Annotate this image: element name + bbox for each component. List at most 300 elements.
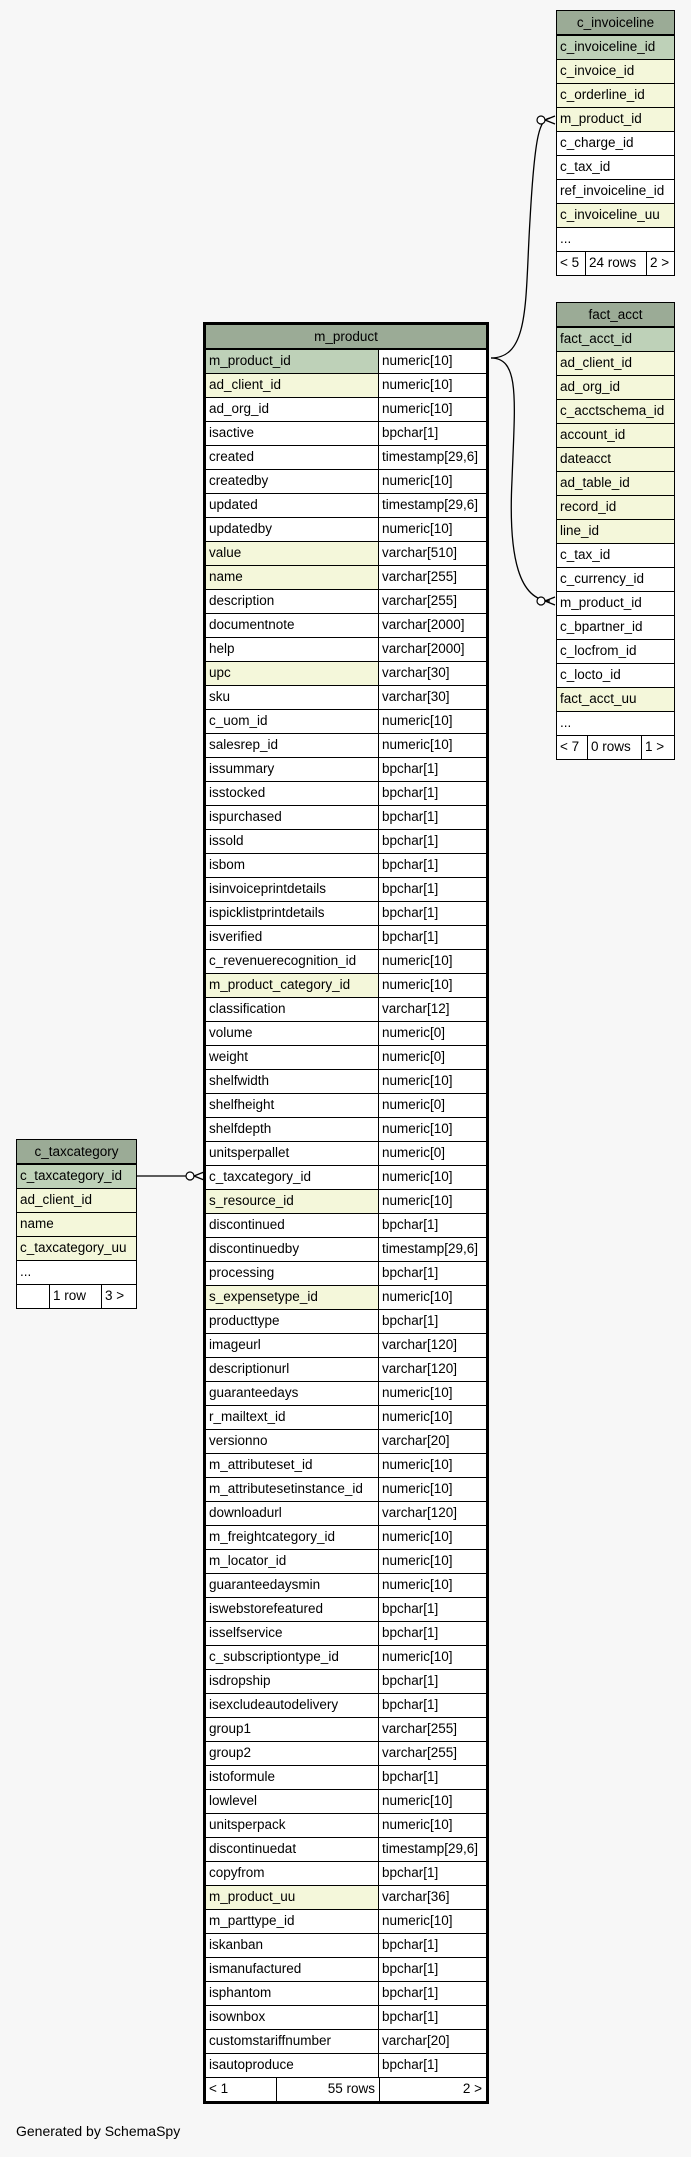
column-row[interactable] — [557, 107, 674, 131]
column-type: varchar[120] — [378, 1502, 486, 1525]
column-name: ref_invoiceline_id — [560, 183, 665, 198]
column-row[interactable] — [206, 1669, 486, 1693]
column-row[interactable] — [557, 423, 674, 447]
column-name: c_revenuerecognition_id — [209, 953, 357, 968]
column-row[interactable] — [206, 1453, 486, 1477]
column-type: bpchar[1] — [378, 1934, 486, 1957]
footer-prev[interactable]: < 7 — [560, 739, 580, 754]
column-type: varchar[2000] — [378, 614, 486, 637]
column-row[interactable] — [557, 471, 674, 495]
column-row[interactable] — [206, 1261, 486, 1285]
footer-row-count: 1 row — [49, 1285, 101, 1308]
column-type: numeric[10] — [378, 1574, 486, 1597]
column-name: lowlevel — [209, 1793, 258, 1808]
edge-m-product-to-fact-acct — [491, 358, 550, 601]
column-row[interactable] — [206, 925, 486, 949]
column-name: m_product_uu — [206, 1886, 378, 1909]
column-row[interactable] — [206, 901, 486, 925]
column-row[interactable] — [206, 1597, 486, 1621]
column-row[interactable] — [206, 1093, 486, 1117]
column-type: varchar[510] — [378, 542, 486, 565]
column-name: m_product_category_id — [206, 974, 378, 997]
column-name: discontinuedby — [209, 1241, 300, 1256]
column-row[interactable] — [17, 1260, 136, 1284]
column-row[interactable] — [206, 1813, 486, 1837]
column-type: bpchar[1] — [378, 830, 486, 853]
column-type: numeric[10] — [378, 710, 486, 733]
column-type: numeric[10] — [378, 1382, 486, 1405]
column-name: ismanufactured — [209, 1961, 302, 1976]
column-type: numeric[10] — [378, 1286, 486, 1309]
column-row[interactable] — [206, 1573, 486, 1597]
column-name: isautoproduce — [209, 2057, 294, 2072]
column-row[interactable] — [557, 327, 674, 351]
table-title[interactable]: c_taxcategory — [17, 1140, 136, 1164]
column-name: descriptionurl — [209, 1361, 290, 1376]
column-type: bpchar[1] — [378, 758, 486, 781]
column-name: unitsperpack — [209, 1817, 286, 1832]
footer-prev[interactable] — [17, 1285, 49, 1308]
column-name: processing — [209, 1265, 275, 1280]
column-type: bpchar[1] — [378, 1262, 486, 1285]
column-type: numeric[10] — [378, 1550, 486, 1573]
column-row[interactable] — [557, 639, 674, 663]
column-name: shelfdepth — [209, 1121, 272, 1136]
column-type: numeric[10] — [378, 974, 486, 997]
column-row[interactable] — [17, 1188, 136, 1212]
column-name: isdropship — [209, 1673, 271, 1688]
column-name: discontinuedat — [209, 1841, 297, 1856]
column-name: unitsperpallet — [209, 1145, 290, 1160]
column-row[interactable] — [206, 661, 486, 685]
column-type: numeric[10] — [378, 374, 486, 397]
column-type: numeric[10] — [378, 950, 486, 973]
column-row[interactable] — [206, 397, 486, 421]
column-type: numeric[10] — [378, 1454, 486, 1477]
column-row[interactable] — [557, 543, 674, 567]
footer-prev[interactable]: < 1 — [209, 2081, 229, 2096]
column-name: m_product_id — [206, 350, 378, 373]
column-type: numeric[10] — [378, 1814, 486, 1837]
column-name: sku — [209, 689, 231, 704]
column-row[interactable] — [557, 227, 674, 251]
column-row[interactable] — [206, 1045, 486, 1069]
column-row[interactable] — [206, 1021, 486, 1045]
column-row[interactable] — [557, 519, 674, 543]
column-row[interactable] — [206, 1189, 486, 1213]
column-type: bpchar[1] — [378, 422, 486, 445]
column-name: issummary — [209, 761, 275, 776]
column-row[interactable] — [206, 349, 486, 373]
column-name: ... — [560, 715, 572, 730]
column-row[interactable] — [206, 1117, 486, 1141]
column-name: istoformule — [209, 1769, 276, 1784]
column-row[interactable] — [206, 1309, 486, 1333]
column-name: classification — [209, 1001, 286, 1016]
column-row[interactable] — [557, 591, 674, 615]
edge-end-circle — [537, 116, 545, 124]
column-row[interactable] — [557, 375, 674, 399]
column-name: fact_acct_uu — [557, 688, 674, 711]
column-row[interactable] — [206, 733, 486, 757]
column-type: numeric[10] — [378, 1790, 486, 1813]
table-footer — [206, 2077, 486, 2101]
column-name: ad_table_id — [557, 472, 674, 495]
edge-end-circle — [537, 597, 545, 605]
column-row[interactable] — [557, 687, 674, 711]
column-type: varchar[36] — [378, 1886, 486, 1909]
column-name: copyfrom — [209, 1865, 265, 1880]
column-row[interactable] — [557, 663, 674, 687]
column-row[interactable] — [206, 1165, 486, 1189]
column-row[interactable] — [206, 829, 486, 853]
column-name: name — [206, 566, 378, 589]
column-name: guaranteedays — [209, 1385, 299, 1400]
table-c-taxcategory[interactable] — [16, 1139, 137, 1309]
column-row[interactable] — [557, 35, 674, 59]
column-row[interactable] — [557, 615, 674, 639]
column-name: c_locto_id — [560, 667, 621, 682]
column-row[interactable] — [557, 83, 674, 107]
column-row[interactable] — [206, 541, 486, 565]
footer-row-count: 55 rows — [276, 2078, 379, 2101]
column-name: m_product_id — [557, 108, 674, 131]
column-name: c_tax_id — [560, 547, 611, 562]
column-name: help — [209, 641, 235, 656]
column-row[interactable] — [557, 59, 674, 83]
column-row[interactable] — [206, 1861, 486, 1885]
column-name: c_acctschema_id — [557, 400, 674, 423]
column-name: line_id — [557, 520, 674, 543]
column-row[interactable] — [557, 203, 674, 227]
column-name: isbom — [209, 857, 246, 872]
column-type: bpchar[1] — [378, 2054, 486, 2077]
column-type: varchar[255] — [378, 1718, 486, 1741]
column-name: c_bpartner_id — [560, 619, 643, 634]
column-name: ad_client_id — [17, 1189, 136, 1212]
column-row[interactable] — [206, 469, 486, 493]
column-name: iskanban — [209, 1937, 264, 1952]
column-name: isownbox — [209, 2009, 266, 2024]
column-name: group1 — [209, 1721, 252, 1736]
column-row[interactable] — [206, 853, 486, 877]
column-row[interactable] — [206, 685, 486, 709]
column-name: c_taxcategory_id — [209, 1169, 312, 1184]
column-row[interactable] — [206, 1933, 486, 1957]
column-name: dateacct — [557, 448, 674, 471]
column-name: shelfwidth — [209, 1073, 270, 1088]
column-type: numeric[10] — [378, 398, 486, 421]
column-row[interactable] — [206, 565, 486, 589]
table-title[interactable]: c_invoiceline — [557, 11, 674, 35]
column-type: bpchar[1] — [378, 1670, 486, 1693]
column-name: issold — [209, 833, 244, 848]
column-row[interactable] — [557, 447, 674, 471]
column-row[interactable] — [206, 1501, 486, 1525]
column-name: m_freightcategory_id — [209, 1529, 336, 1544]
column-row[interactable] — [206, 1765, 486, 1789]
column-row[interactable] — [206, 1717, 486, 1741]
column-row[interactable] — [557, 399, 674, 423]
column-type: numeric[10] — [378, 1166, 486, 1189]
column-type: varchar[120] — [378, 1334, 486, 1357]
table-m-product[interactable] — [203, 322, 489, 2104]
column-type: varchar[255] — [378, 590, 486, 613]
column-name: c_tax_id — [560, 159, 611, 174]
footer-next[interactable]: 1 > — [641, 736, 674, 759]
column-type: numeric[0] — [378, 1022, 486, 1045]
column-name: m_product_id — [560, 595, 642, 610]
column-row[interactable] — [557, 179, 674, 203]
column-name: m_parttype_id — [209, 1913, 295, 1928]
column-row[interactable] — [206, 1141, 486, 1165]
column-name: shelfheight — [209, 1097, 275, 1112]
column-type: numeric[10] — [378, 734, 486, 757]
table-fact-acct[interactable] — [556, 302, 675, 760]
column-type: timestamp[29,6] — [378, 1238, 486, 1261]
column-row[interactable] — [17, 1212, 136, 1236]
column-name: m_attributeset_id — [209, 1457, 313, 1472]
column-type: bpchar[1] — [378, 1598, 486, 1621]
column-type: varchar[20] — [378, 2030, 486, 2053]
column-row[interactable] — [206, 1789, 486, 1813]
column-row[interactable] — [206, 1333, 486, 1357]
column-type: varchar[30] — [378, 686, 486, 709]
column-type: timestamp[29,6] — [378, 494, 486, 517]
column-row[interactable] — [206, 973, 486, 997]
column-name: customstariffnumber — [209, 2033, 332, 2048]
column-name: weight — [209, 1049, 249, 1064]
column-row[interactable] — [557, 131, 674, 155]
column-type: bpchar[1] — [378, 1958, 486, 1981]
column-type: bpchar[1] — [378, 1310, 486, 1333]
column-row[interactable] — [17, 1236, 136, 1260]
column-name: ... — [20, 1264, 32, 1279]
column-name: c_taxcategory_uu — [17, 1237, 136, 1260]
column-name: updated — [209, 497, 258, 512]
column-row[interactable] — [206, 1237, 486, 1261]
column-row[interactable] — [206, 2005, 486, 2029]
column-row[interactable] — [206, 1837, 486, 1861]
footer-next[interactable]: 2 > — [379, 2078, 486, 2101]
column-name: c_invoice_id — [557, 60, 674, 83]
column-row[interactable] — [206, 1213, 486, 1237]
column-row[interactable] — [206, 637, 486, 661]
column-name: iswebstorefeatured — [209, 1601, 324, 1616]
column-name: isstocked — [209, 785, 266, 800]
table-footer — [17, 1284, 136, 1308]
column-row[interactable] — [557, 351, 674, 375]
column-type: bpchar[1] — [378, 1214, 486, 1237]
column-name: record_id — [557, 496, 674, 519]
column-name: c_taxcategory_id — [17, 1165, 136, 1188]
column-name: upc — [206, 662, 378, 685]
column-row[interactable] — [557, 155, 674, 179]
column-type: bpchar[1] — [378, 2006, 486, 2029]
column-type: numeric[10] — [378, 470, 486, 493]
column-type: bpchar[1] — [378, 854, 486, 877]
column-row[interactable] — [206, 1477, 486, 1501]
column-name: created — [209, 449, 255, 464]
edge-m-product-to-c-invoiceline — [491, 118, 550, 358]
column-row[interactable] — [206, 589, 486, 613]
column-name: isinvoiceprintdetails — [209, 881, 327, 896]
table-title[interactable]: fact_acct — [557, 303, 674, 327]
column-type: bpchar[1] — [378, 1622, 486, 1645]
column-row[interactable] — [206, 1885, 486, 1909]
column-type: numeric[10] — [378, 1646, 486, 1669]
column-name: ad_client_id — [557, 352, 674, 375]
column-row[interactable] — [206, 709, 486, 733]
column-name: producttype — [209, 1313, 280, 1328]
column-name: c_invoiceline_id — [557, 36, 674, 59]
column-row[interactable] — [206, 445, 486, 469]
column-type: numeric[0] — [378, 1046, 486, 1069]
column-name: documentnote — [209, 617, 295, 632]
column-row[interactable] — [206, 1381, 486, 1405]
column-type: numeric[10] — [378, 1190, 486, 1213]
column-row[interactable] — [206, 1621, 486, 1645]
column-name: ... — [560, 231, 572, 246]
column-name: value — [206, 542, 378, 565]
column-name: c_uom_id — [209, 713, 268, 728]
column-row[interactable] — [206, 949, 486, 973]
column-name: fact_acct_id — [557, 328, 674, 351]
footer-next[interactable]: 2 > — [646, 252, 674, 275]
column-row[interactable] — [206, 373, 486, 397]
column-type: timestamp[29,6] — [378, 446, 486, 469]
column-name: downloadurl — [209, 1505, 282, 1520]
table-title[interactable]: m_product — [206, 325, 486, 349]
table-c-invoiceline[interactable] — [556, 10, 675, 276]
column-type: bpchar[1] — [378, 1982, 486, 2005]
generated-by-footer: Generated by SchemaSpy — [16, 2123, 181, 2139]
column-name: group2 — [209, 1745, 252, 1760]
column-name: ad_org_id — [209, 401, 270, 416]
column-type: numeric[10] — [378, 1526, 486, 1549]
column-type: numeric[0] — [378, 1142, 486, 1165]
column-name: createdby — [209, 473, 269, 488]
column-type: numeric[10] — [378, 1118, 486, 1141]
table-footer — [557, 251, 674, 275]
column-type: varchar[120] — [378, 1358, 486, 1381]
column-row[interactable] — [557, 495, 674, 519]
column-name: updatedby — [209, 521, 273, 536]
footer-next[interactable]: 3 > — [101, 1285, 136, 1308]
column-row[interactable] — [206, 997, 486, 1021]
column-row[interactable] — [206, 1645, 486, 1669]
column-name: r_mailtext_id — [209, 1409, 286, 1424]
column-row[interactable] — [206, 1981, 486, 2005]
column-name: c_currency_id — [560, 571, 645, 586]
column-row[interactable] — [206, 2053, 486, 2077]
column-row[interactable] — [206, 1405, 486, 1429]
column-name: ad_org_id — [557, 376, 674, 399]
edge-end-circle — [186, 1172, 194, 1180]
column-name: imageurl — [209, 1337, 261, 1352]
column-type: bpchar[1] — [378, 806, 486, 829]
footer-row-count: 0 rows — [587, 736, 641, 759]
column-row[interactable] — [557, 711, 674, 735]
column-name: isactive — [209, 425, 255, 440]
column-name: c_orderline_id — [557, 84, 674, 107]
column-row[interactable] — [206, 1741, 486, 1765]
column-row[interactable] — [206, 805, 486, 829]
column-type: numeric[0] — [378, 1094, 486, 1117]
column-row[interactable] — [206, 1525, 486, 1549]
column-name: m_attributesetinstance_id — [209, 1481, 363, 1496]
column-name: ispicklistprintdetails — [209, 905, 325, 920]
column-type: numeric[10] — [378, 1070, 486, 1093]
column-row[interactable] — [206, 2029, 486, 2053]
column-row[interactable] — [17, 1164, 136, 1188]
column-type: varchar[12] — [378, 998, 486, 1021]
footer-row-count: 24 rows — [585, 252, 646, 275]
column-row[interactable] — [206, 781, 486, 805]
column-name: volume — [209, 1025, 253, 1040]
column-type: numeric[10] — [378, 1406, 486, 1429]
column-name: isphantom — [209, 1985, 272, 2000]
footer-prev[interactable]: < 5 — [560, 255, 580, 270]
column-name: m_locator_id — [209, 1553, 287, 1568]
column-row[interactable] — [557, 567, 674, 591]
column-type: varchar[2000] — [378, 638, 486, 661]
column-row[interactable] — [206, 877, 486, 901]
column-name: c_charge_id — [560, 135, 634, 150]
column-type: bpchar[1] — [378, 902, 486, 925]
column-name: c_subscriptiontype_id — [209, 1649, 339, 1664]
column-type: bpchar[1] — [378, 1862, 486, 1885]
column-type: bpchar[1] — [378, 782, 486, 805]
column-row[interactable] — [206, 1549, 486, 1573]
column-name: description — [209, 593, 275, 608]
column-name: ispurchased — [209, 809, 282, 824]
column-type: varchar[255] — [378, 1742, 486, 1765]
column-name: isverified — [209, 929, 263, 944]
column-name: name — [17, 1213, 136, 1236]
column-row[interactable] — [206, 421, 486, 445]
column-name: salesrep_id — [209, 737, 279, 752]
column-name: c_invoiceline_uu — [557, 204, 674, 227]
column-row[interactable] — [206, 1429, 486, 1453]
column-type: timestamp[29,6] — [378, 1838, 486, 1861]
column-type: varchar[20] — [378, 1430, 486, 1453]
column-type: numeric[10] — [378, 350, 486, 373]
column-name: isexcludeautodelivery — [209, 1697, 339, 1712]
column-name: account_id — [557, 424, 674, 447]
column-name: guaranteedaysmin — [209, 1577, 321, 1592]
column-row[interactable] — [206, 1357, 486, 1381]
column-row[interactable] — [206, 757, 486, 781]
column-row[interactable] — [206, 493, 486, 517]
column-name: discontinued — [209, 1217, 285, 1232]
column-name: s_resource_id — [206, 1190, 378, 1213]
column-type: bpchar[1] — [378, 878, 486, 901]
column-row[interactable] — [206, 1285, 486, 1309]
column-type: varchar[255] — [378, 566, 486, 589]
column-row[interactable] — [206, 1069, 486, 1093]
column-type: bpchar[1] — [378, 1766, 486, 1789]
column-row[interactable] — [206, 517, 486, 541]
column-row[interactable] — [206, 1909, 486, 1933]
column-type: numeric[10] — [378, 1910, 486, 1933]
column-row[interactable] — [206, 1957, 486, 1981]
column-row[interactable] — [206, 613, 486, 637]
column-name: c_locfrom_id — [560, 643, 637, 658]
column-row[interactable] — [206, 1693, 486, 1717]
column-name: ad_client_id — [206, 374, 378, 397]
column-name: isselfservice — [209, 1625, 283, 1640]
